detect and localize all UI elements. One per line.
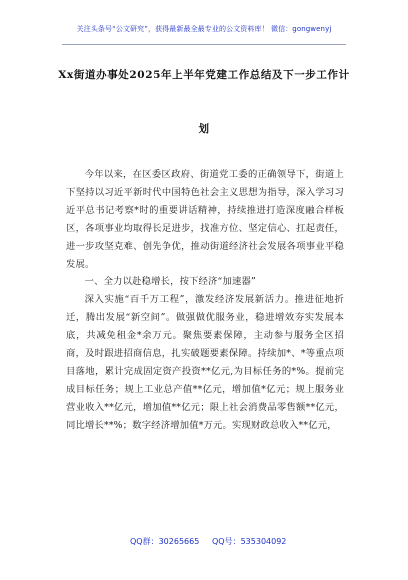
document-title-line-2: 划: [198, 123, 210, 135]
header-banner: 关注头条号“公文研究”，获得最新最全最专业的公文资料库！ 微信：gongwenyj: [76, 25, 332, 33]
document-body: [66, 166, 344, 435]
intro-paragraph: 今年以来，在区委区政府、街道党工委的正确领导下，街道上下坚持以习近平新时代中国特色社会主义思想为指导，深入学习习近平总书记考察*时的重要讲话精神，持续推进打造深度融合样板区，各项事业均取得长足进步，找准方位、坚定信心、扛起责任，进一步攻坚克难、创先争优，推动街道经济社会发展各项事业平稳发展。: [66, 169, 344, 270]
header-divider: [62, 44, 346, 45]
footer-qq-group: QQ群：30265665: [130, 537, 200, 546]
footer-qq-number: QQ号：535304092: [212, 537, 287, 546]
document-title-line-1: Xx街道办事处2025年上半年党建工作总结及下一步工作计: [58, 69, 350, 81]
body-paragraph: 深入实施“百千万工程”，激发经济发展新活力。推进征地折迁，腾出发展“新空间”。做强做优服务业，稳进增效夯实发展本底，共减免租金*余万元。聚焦要素保障，主动参与服务全区招商，及时跟进招商信息，扎实破题要素保障。持续加*、*等重点项目落地，累计完成固定资产投资**亿元,为目标任务的*%。提前完成目标任务；规上工业总产值**亿元，增加值*亿元；规上服务业营业收入**亿元，增加值**亿元；限上社会消费品零售额**亿元，同比增长**%；数字经济增加值*万元。实现财政总收入**亿元，: [66, 294, 344, 431]
section-heading-1: 一、全力以赴稳增长，按下经济“加速器”: [84, 276, 256, 288]
